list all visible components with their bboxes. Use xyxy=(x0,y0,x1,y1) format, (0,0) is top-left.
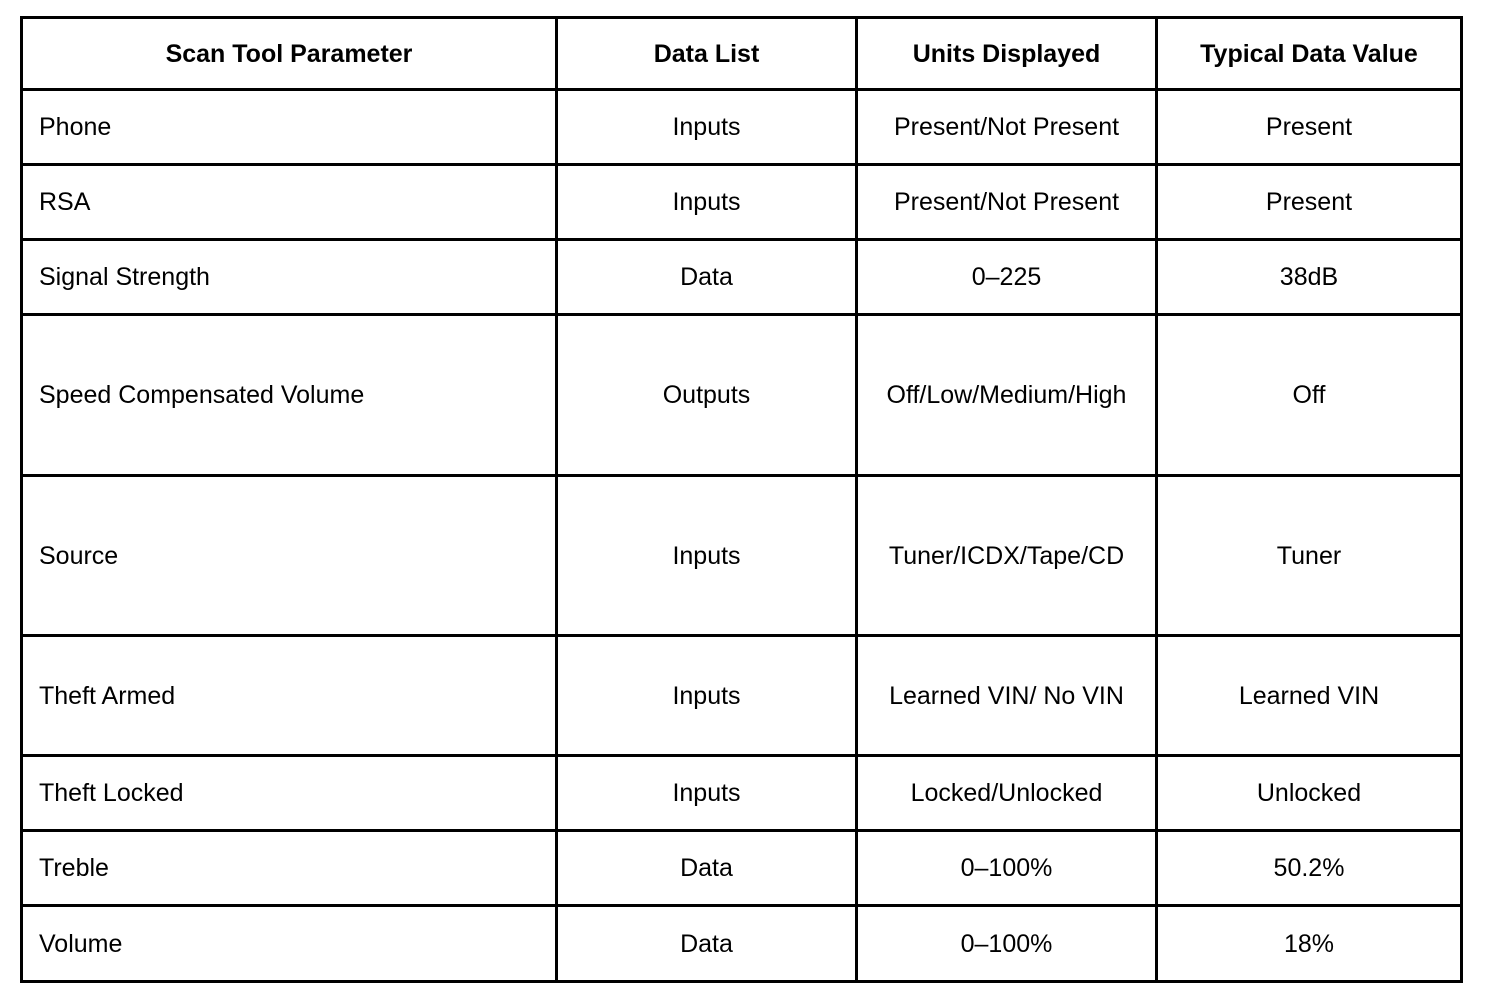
typical-value-cell: Tuner xyxy=(1157,476,1462,636)
table-row xyxy=(22,636,1462,756)
table-row xyxy=(22,476,1462,636)
parameter-cell: Theft Locked xyxy=(22,756,557,831)
table-header-row xyxy=(22,18,1462,90)
typical-value-cell: Learned VIN xyxy=(1157,636,1462,756)
data-list-cell: Inputs xyxy=(557,165,857,240)
parameter-cell: Theft Armed xyxy=(22,636,557,756)
table-row xyxy=(22,90,1462,165)
units-cell: 0–225 xyxy=(857,240,1157,315)
table-row xyxy=(22,315,1462,476)
header-units-displayed: Units Displayed xyxy=(857,18,1157,90)
units-cell: 0–100% xyxy=(857,831,1157,906)
typical-value-cell: 50.2% xyxy=(1157,831,1462,906)
typical-value-cell: Present xyxy=(1157,90,1462,165)
table-row xyxy=(22,756,1462,831)
parameter-cell: Treble xyxy=(22,831,557,906)
data-list-cell: Data xyxy=(557,240,857,315)
parameter-cell: Source xyxy=(22,476,557,636)
typical-value-cell: Present xyxy=(1157,165,1462,240)
table-row xyxy=(22,240,1462,315)
units-cell: Present/Not Present xyxy=(857,90,1157,165)
data-list-cell: Data xyxy=(557,831,857,906)
units-text: Off/Low/Medium/High xyxy=(886,381,1127,409)
header-scan-tool-parameter: Scan Tool Parameter xyxy=(22,18,557,90)
units-cell: 0–100% xyxy=(857,906,1157,982)
parameter-cell: Speed Compensated Volume xyxy=(22,315,557,476)
scan-tool-data-table xyxy=(20,16,1463,983)
table-row xyxy=(22,165,1462,240)
units-text: Tuner/ICDX/Tape/CD xyxy=(888,541,1125,570)
parameter-cell: RSA xyxy=(22,165,557,240)
data-list-cell: Inputs xyxy=(557,476,857,636)
data-list-cell: Inputs xyxy=(557,90,857,165)
data-list-cell: Outputs xyxy=(557,315,857,476)
units-text: Learned VIN/ No VIN xyxy=(889,681,1124,710)
typical-value-cell: 18% xyxy=(1157,906,1462,982)
header-data-list: Data List xyxy=(557,18,857,90)
units-cell xyxy=(857,315,1157,476)
data-list-cell: Inputs xyxy=(557,756,857,831)
units-cell: Present/Not Present xyxy=(857,165,1157,240)
units-cell: Locked/Unlocked xyxy=(857,756,1157,831)
parameter-cell: Signal Strength xyxy=(22,240,557,315)
typical-value-cell: 38dB xyxy=(1157,240,1462,315)
typical-value-cell: Off xyxy=(1157,315,1462,476)
units-cell xyxy=(857,476,1157,636)
header-typical-data-value: Typical Data Value xyxy=(1157,18,1462,90)
table-row xyxy=(22,906,1462,982)
data-list-cell: Inputs xyxy=(557,636,857,756)
typical-value-cell: Unlocked xyxy=(1157,756,1462,831)
parameter-cell: Volume xyxy=(22,906,557,982)
data-list-cell: Data xyxy=(557,906,857,982)
table-row xyxy=(22,831,1462,906)
parameter-cell: Phone xyxy=(22,90,557,165)
units-cell xyxy=(857,636,1157,756)
